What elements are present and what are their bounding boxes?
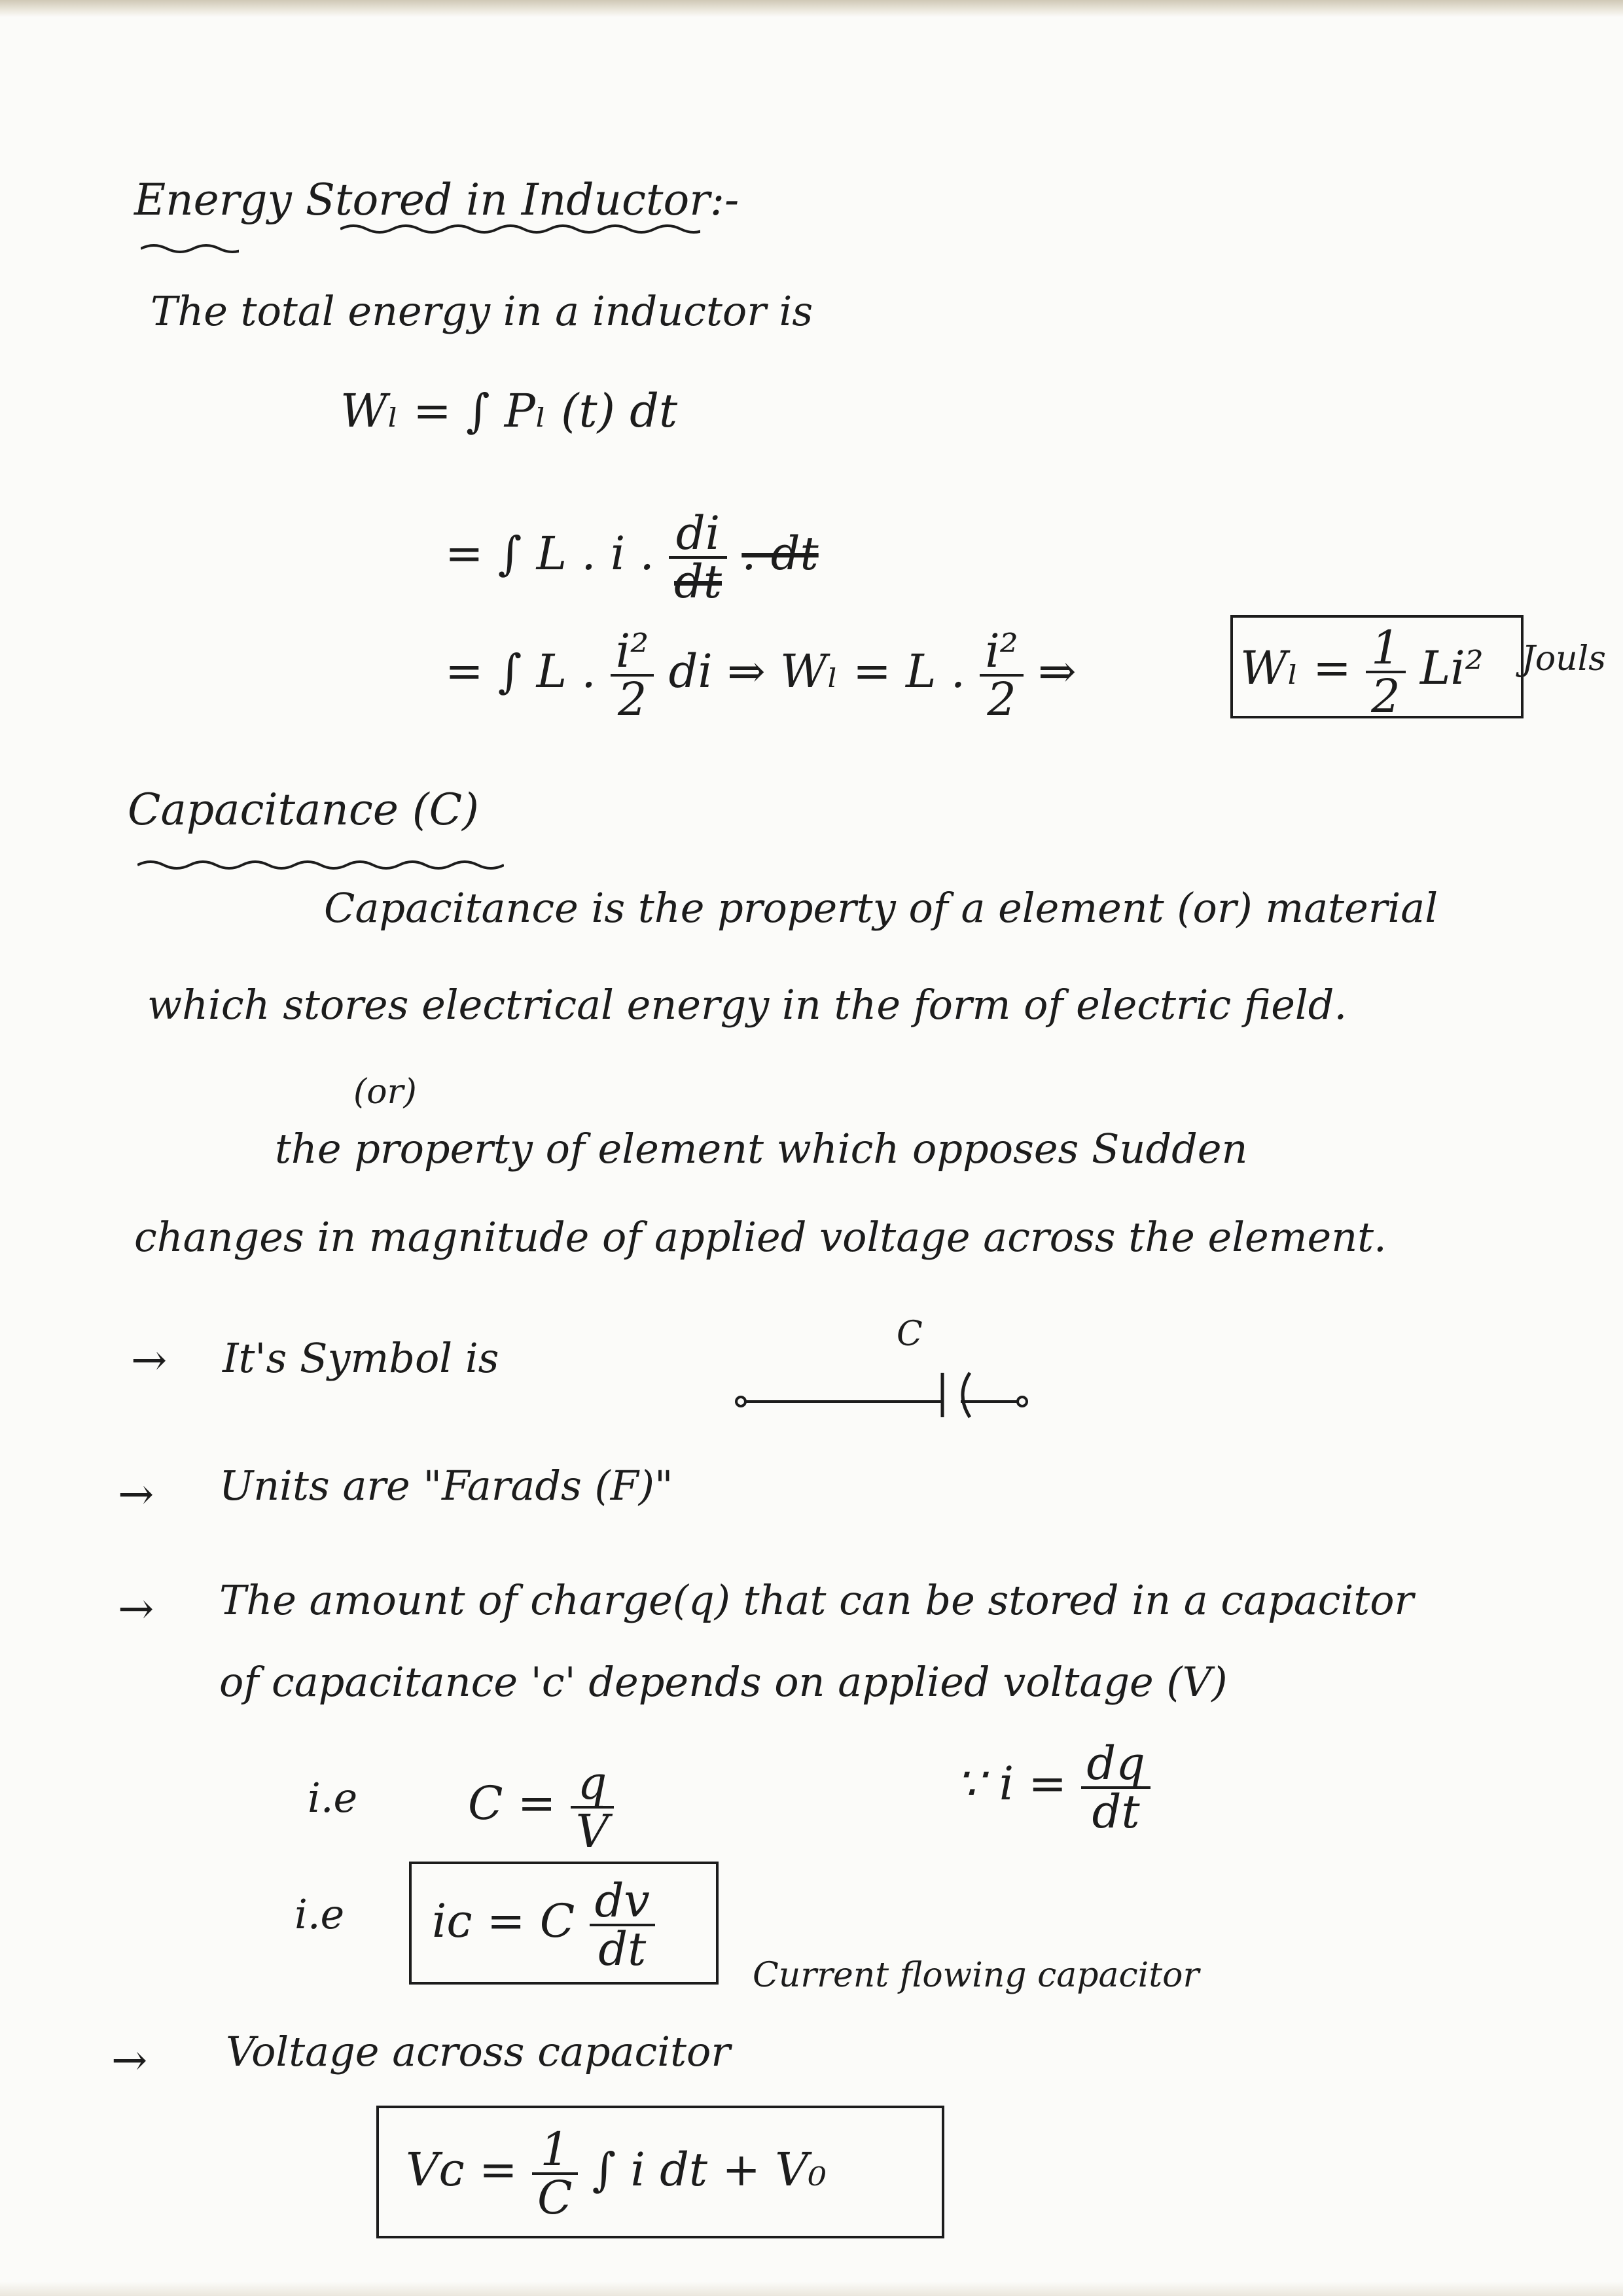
intro-line: The total energy in a inductor is [151,287,813,335]
charge-line-2: of capacitance 'c' depends on applied voltage (V) [219,1658,1228,1706]
since-i: ∵ i = [955,1757,1067,1810]
result-lhs: Wₗ = [1240,641,1351,695]
vc-num: 1 [532,2127,578,2175]
vc-lhs: Vᴄ = [406,2143,518,2197]
eq3-den2: 2 [987,673,1016,726]
eq3-tail: di ⇒ Wₗ = L . [668,645,966,698]
eq2-den: dt [674,555,722,609]
equation-i-dq-dt [955,1737,1150,1839]
eq3-num: i² [611,628,654,677]
scan-bottom-edge [0,2282,1623,2296]
definition-line-3: the property of element which opposes Sudden [275,1125,1248,1173]
c-eq-den: V [575,1805,609,1858]
definition-line-1: Capacitance is the property of a element (or) material [324,884,1438,932]
eq2-num: di [669,510,727,559]
capacitor-symbol-icon [726,1361,1041,1420]
heading-underline [141,241,239,255]
since-fraction [1081,1737,1150,1839]
eq3-den: 2 [617,673,647,726]
eq3-num2: i² [980,628,1023,677]
definition-line-4: changes in magnitude of applied voltage across the element. [134,1213,1387,1261]
or-text: (or) [353,1072,417,1112]
vc-fraction [532,2123,578,2225]
ic-num: dv [590,1878,655,1926]
capacitor-symbol-label: C [897,1315,923,1354]
heading-inductor: Energy Stored in Inductor:- [134,175,740,225]
since-num: dq [1081,1740,1150,1789]
equation-integrated [445,624,1077,726]
equation-energy-integral: Wₗ = ∫ Pₗ (t) dt [340,384,678,438]
unit-joule: Jouls [1522,639,1606,679]
c-eq-num: q [571,1760,615,1809]
heading-underline [340,221,700,236]
current-flowing-label: Current flowing capacitor [753,1956,1200,1995]
ic-den: dt [598,1922,647,1976]
definition-line-2: which stores electrical energy in the form of electric field. [147,981,1347,1029]
bullet-arrow-icon: → [118,1583,154,1634]
symbol-text: It's Symbol is [223,1334,499,1382]
eq2-fraction [669,506,727,609]
heading-capacitance: Capacitance (C) [128,785,479,835]
ic-lhs: iᴄ = C [432,1894,575,1948]
heading-underline [137,857,504,872]
result-inductor-energy [1240,621,1484,723]
ie-label-2: i.e [294,1890,345,1938]
equation-c-q-v [468,1756,614,1858]
since-den: dt [1092,1785,1140,1839]
c-eq-lhs: C = [468,1776,556,1830]
equation-substitution [445,506,819,609]
charge-line-1: The amount of charge(q) that can be stored in a capacitor [219,1576,1414,1624]
c-eq-fraction [571,1756,615,1858]
bullet-arrow-icon: → [131,1335,168,1385]
vc-den: C [537,2171,573,2225]
units-text: Units are "Farads (F)" [219,1462,673,1510]
eq3-lhs: = ∫ L . [445,645,596,698]
ic-fraction [590,1874,655,1976]
result-tail: Li² [1419,641,1484,695]
bullet-arrow-icon: → [118,1469,154,1519]
ie-label-1: i.e [308,1774,358,1822]
vc-tail: ∫ i dt + V₀ [592,2143,827,2197]
eq3-arrow: ⇒ [1038,645,1077,698]
eq3-fraction [611,624,654,726]
equation-capacitor-current [432,1874,655,1976]
result-fraction [1366,621,1406,723]
eq3-fraction-2 [980,624,1023,726]
result-den: 2 [1371,669,1400,723]
scan-top-edge [0,0,1623,17]
eq2-tail: . dt [741,527,819,580]
result-num: 1 [1366,625,1406,673]
voltage-heading: Voltage across capacitor [226,2028,730,2075]
bullet-arrow-icon: → [111,2035,148,2085]
equation-capacitor-voltage [406,2123,827,2225]
eq2-lhs: = ∫ L . i . [445,527,654,580]
